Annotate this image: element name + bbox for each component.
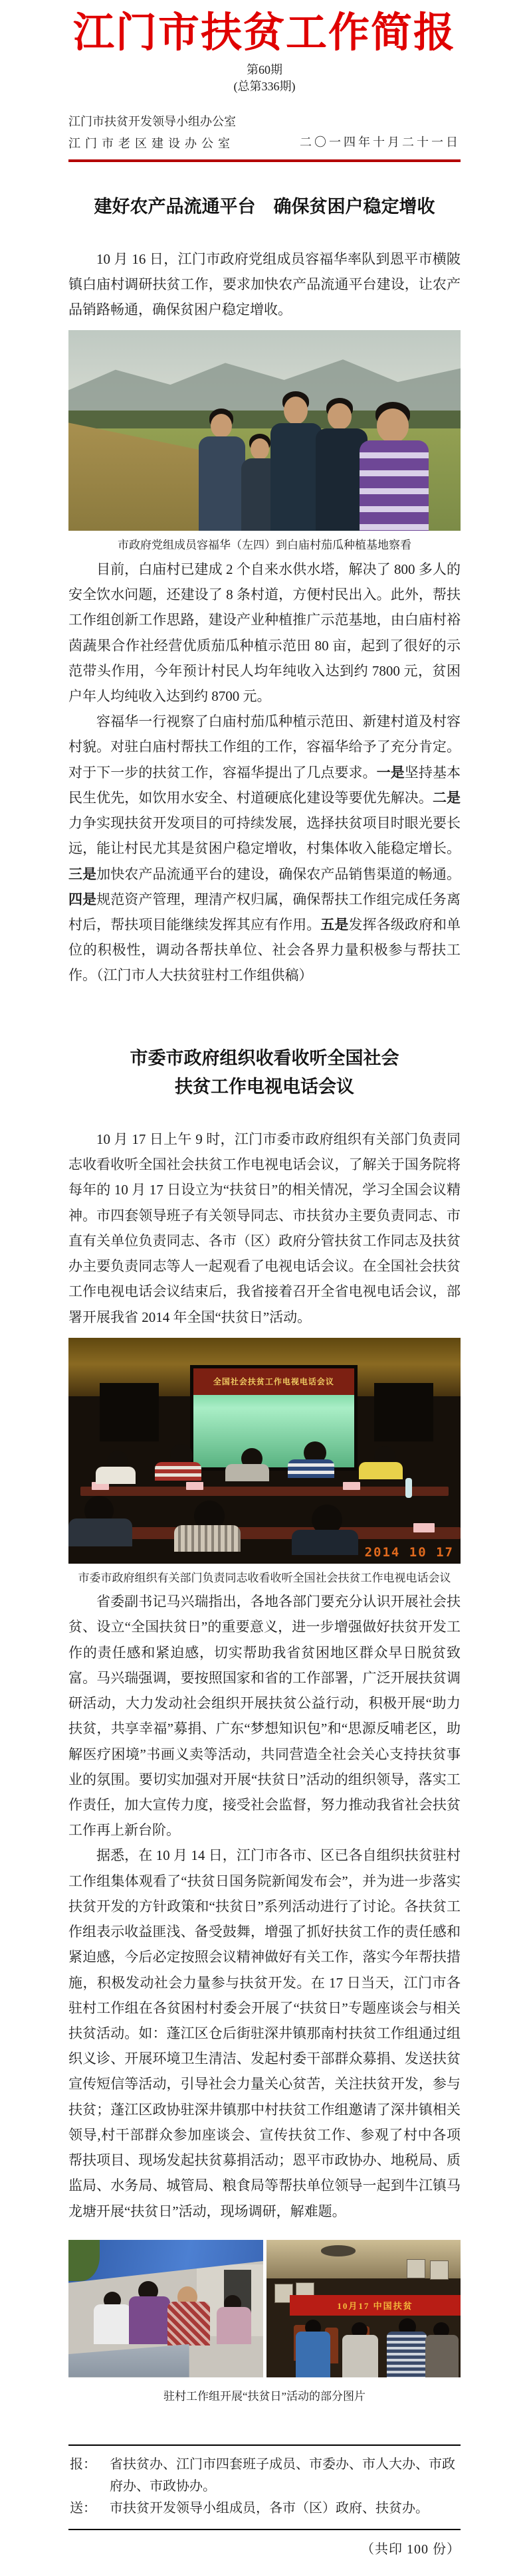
report-to-list: 省扶贫办、江门市四套班子成员、市委办、市人大办、市政府办、市政协办。 bbox=[110, 2457, 455, 2494]
header-divider-rule bbox=[68, 159, 461, 162]
photo3b-poster bbox=[407, 2259, 425, 2278]
article2-title bbox=[68, 1044, 461, 1101]
article2-paragraph-1: 10 月 17 日上午 9 时，江门市委市政府组织有关部门负责同志收看收听全国社会扶贫工作电视电话会议，了解关于国务院将每年的 10 月 17 日设立为“扶贫日”的相关情况，学习全国会议精神。市四套领导班子有关领导同志、市扶贫办主要负责同志、市直有关单位负责同志、各市（区）政府分管扶贫工作同志及扶贫办主要负责同志等人一起观看了电视电话会议。在全国社会扶贫工作电视电话会议结束后，我省接着召开全省电视电话会议，部署开展我省 2014 年全国“扶贫日”活动。 bbox=[68, 1131, 461, 1325]
bulletin-title: 江门市扶贫工作简报 bbox=[72, 11, 456, 56]
photo2-name-card bbox=[413, 1523, 435, 1532]
send-to-label: 送： bbox=[70, 2501, 96, 2516]
photo3-caption: 驻村工作组开展“扶贫日”活动的部分图片 bbox=[163, 2389, 366, 2403]
publication-date: 二〇一四年十月二十一日 bbox=[300, 136, 461, 149]
report-to-label: 报： bbox=[70, 2457, 96, 2472]
article2-title-line1: 市委市政府组织收看收听全国社会 bbox=[130, 1048, 399, 1068]
print-copies-note: （共印 100 份） bbox=[361, 2542, 461, 2557]
article1-paragraph-3: 容福华一行视察了白庙村茄瓜种植示范田、新建村道及村容村貌。对驻白庙村帮扶工作组的工作，容福华给予了充分肯定。对于下一步的扶贫工作，容福华提出了几点要求。一是坚持基本民生优先，如饮用水安全、村道硬底化建设等要优先解决。二是力争实现扶贫开发项目的可持续发展，选择扶贫项目时眼光要长远，能让村民尤其是贫困户稳定增收，村集体收入能稳定增长。三是加快农产品流通平台的建设，确保农产品销售渠道的畅通。四是规范资产管理，理清产权归属，确保帮扶工作组完成任务离村后，帮扶项目能继续发挥其应有作用。五是发挥各级政府和单位的积极性，调动各帮扶单位、社会各界力量积极参与帮扶工作。（江门市人大扶贫驻村工作组供稿） bbox=[68, 713, 461, 984]
photo-pair-activities bbox=[68, 2232, 461, 2377]
article2-title-line2: 扶贫工作电视电话会议 bbox=[175, 1076, 354, 1097]
photo2-attendee bbox=[292, 1530, 358, 1555]
send-to-row bbox=[70, 2498, 459, 2520]
org-line-2: 江门市老区建设办公室 bbox=[68, 137, 235, 151]
article2-paragraph-3: 据悉，在 10 月 14 日，江门市各市、区已各自组织扶贫驻村工作组集体观看了“扶贫日国务院新闻发布会”，并为进一步落实扶贫开发的方针政策和“扶贫日”系列活动进行了讨论。各扶贫工作组表示收益匪浅、备受鼓舞，增强了抓好扶贫工作的责任感和紧迫感，今后必定按照会议精神做好有关工作，落实今年帮扶措施，积极发动社会力量参与扶贫开发。在 17 日当天，江门市各驻村工作组在各贫困村村委会开展了“扶贫日”专题座谈会与相关扶贫活动。如：蓬江区仓后街驻深井镇那南村扶贫工作组通过组织义诊、开展环境卫生清洁、发起村委干部群众募捐、发送扶贫宣传短信等活动，引导社会力量关心贫苦，关注扶贫开发，参与扶贫；蓬江区政协驻深井镇那中村扶贫工作组邀请了深井镇相关领导,村干部群众参加座谈会、宣传扶贫工作、参观了村中各项帮扶项目、现场发起扶贫募捐活动；恩平市政协办、地税局、质监局、水务局、城管局、粮食局等帮扶单位领导一起到牛江镇马龙塘开展“扶贫日”活动，现场调研，解难题。 bbox=[68, 1847, 461, 2219]
photo2-attendee bbox=[174, 1525, 241, 1552]
photo3b-person bbox=[342, 2335, 378, 2377]
issue-number: 第60期 bbox=[247, 62, 282, 76]
article1-paragraph-1: 10 月 16 日，江门市政府党组成员容福华率队到恩平市横陂镇白庙村调研扶贫工作，要求加快农产品流通平台建设，让农产品销路畅通，确保贫困户稳定增收。 bbox=[68, 250, 461, 318]
photo-video-conference bbox=[68, 1338, 461, 1564]
photo-field-inspection bbox=[68, 330, 461, 531]
photo2-caption: 市委市政府组织有关部门负责同志收看收听全国社会扶贫工作电视电话会议 bbox=[78, 1571, 451, 1584]
photo3b-red-banner: 10月17 中国扶贫 bbox=[290, 2295, 461, 2316]
photo2-attendee bbox=[225, 1464, 269, 1481]
photo2-attendee bbox=[68, 1518, 132, 1546]
photo2-side-screen-left bbox=[100, 1383, 159, 1441]
org-line-1: 江门市扶贫开发领导小组办公室 bbox=[68, 114, 236, 128]
article1-title: 建好农产品流通平台 确保贫困户稳定增收 bbox=[94, 196, 435, 217]
photo2-attendee bbox=[155, 1462, 201, 1481]
photo2-timestamp: 2014 10 17 bbox=[364, 1544, 454, 1560]
photo2-side-screen-right bbox=[374, 1383, 433, 1441]
photo3a-table bbox=[68, 2344, 189, 2377]
photo3a-person bbox=[94, 2304, 131, 2344]
photo3b-person bbox=[296, 2332, 330, 2377]
photo3a-person bbox=[129, 2296, 170, 2344]
send-to-list: 市扶贫开发领导小组成员，各市（区）政府、扶贫办。 bbox=[110, 2501, 429, 2516]
photo2-attendee bbox=[359, 1462, 403, 1479]
report-to-row bbox=[70, 2454, 459, 2498]
photo2-attendee bbox=[288, 1459, 334, 1478]
photo2-attendee bbox=[96, 1467, 136, 1484]
photo2-projection-screen bbox=[190, 1365, 358, 1471]
header-meta bbox=[68, 111, 461, 155]
article2-paragraph-2: 省委副书记马兴瑞指出，各地各部门要充分认识开展社会扶贫、设立“全国扶贫日”的重要意义，进一步增强做好扶贫开发工作的责任感和紧迫感，切实帮助我省贫困地区群众早日脱贫致富。马兴瑞强调，要按照国家和省的工作部署，广泛开展扶贫调研活动，大力发动社会组织开展扶贫公益行动，积极开展“助力扶贫，共享幸福”募捐、广东“梦想知识包”和“思源反哺老区，助解医疗困境”书画义卖等活动，共同营造全社会关心支持扶贫事业的氛围。要切实加强对开展“扶贫日”活动的组织领导，落实工作责任，加大宣传力度，接受社会监督，努力推动我省社会扶贫工作再上新台阶。 bbox=[68, 1594, 461, 1839]
photo2-screen-banner: 全国社会扶贫工作电视电话会议 bbox=[193, 1368, 354, 1395]
photo2-desk-row1 bbox=[80, 1487, 449, 1496]
photo2-name-card bbox=[343, 1482, 360, 1490]
photo3b-poster bbox=[430, 2260, 449, 2280]
issue-total-number: (总第336期) bbox=[233, 79, 296, 93]
photo3b-person bbox=[425, 2335, 459, 2377]
photo3a-person bbox=[167, 2302, 210, 2346]
photo1-caption: 市政府党组成员容福华（左四）到白庙村茄瓜种植基地察看 bbox=[118, 539, 411, 552]
photo3b-person bbox=[387, 2332, 427, 2377]
photo-indoor-meeting bbox=[266, 2240, 461, 2377]
photo3b-ceiling-fan bbox=[321, 2245, 356, 2256]
photo2-water-bottle bbox=[405, 1478, 412, 1498]
photo2-name-card bbox=[186, 1482, 203, 1490]
photo-outdoor-clinic bbox=[68, 2240, 263, 2377]
photo3a-person bbox=[217, 2307, 251, 2344]
article1-paragraph-2: 目前，白庙村已建成 2 个自来水供水塔，解决了 800 多人的安全饮水问题，还建设了 8 条村道，方便村民出入。此外，帮扶工作组创新工作思路，建设产业种植推广示范基地，由白庙村裕茵蔬果合作社经营优质茄瓜种植示范田 80 亩，起到了很好的示范带头作用，今年预计村民人均年纯收入达到约 7800 元，贫困户年人均纯收入达到约 8700 元。 bbox=[68, 561, 461, 704]
distribution-box bbox=[68, 2444, 461, 2530]
issuing-organizations bbox=[68, 111, 236, 155]
